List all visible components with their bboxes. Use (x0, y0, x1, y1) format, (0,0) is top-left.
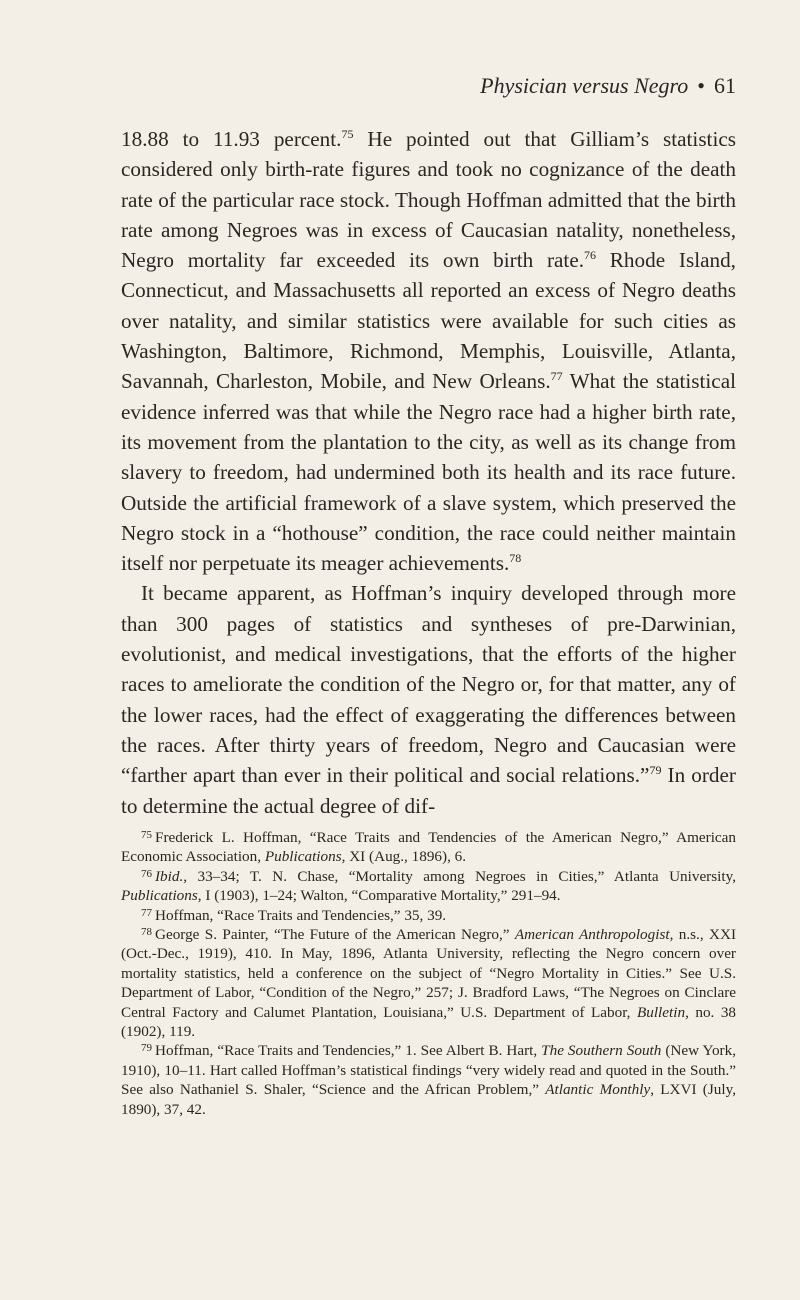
footnote-text: Hoffman, “Race Traits and Tendencies,” 1. See Albert B. Hart, (155, 1042, 542, 1060)
footnote-76 (121, 867, 736, 906)
footnote-text: , 33–34; T. N. Chase, “Mortality among Negroes in Cities,” Atlanta University, (183, 867, 736, 885)
footnote-italic: Bulletin (636, 1003, 686, 1021)
footnote-number: 77 (141, 906, 152, 919)
footnote-ref-77: 77 (550, 369, 563, 384)
footnote-italic: Atlantic Monthly (545, 1081, 651, 1099)
footnote-italic: Publications (264, 848, 342, 866)
text-run: He pointed out that Gilliam’s statistics considered only birth-rate figures and took no cognizance of the death rate of the particular race stock. Though Hoffman admitted that the birth rate among Negroes was in excess of Caucasian natality, nonetheless, Negro mortality far exceeded its own birth rate. (121, 127, 736, 273)
footnote-text: George S. Painter, “The Future of the American Negro,” (155, 926, 515, 944)
text-run: Rhode Island, Connecticut, and Massachusetts all reported an excess of Negro deaths over natality, and similar statistics were available for such cities as Washington, Baltimore, Richmond, Memphis, Louisville, Atlanta, Savannah, Charleston, Mobile, and New Orleans. (121, 248, 736, 394)
footnote-text: , no. 38 (1902), 119. (121, 1003, 737, 1041)
footnote-77 (121, 906, 736, 925)
footnote-italic: The Southern South (541, 1042, 662, 1060)
footnote-number: 75 (141, 829, 152, 841)
footnote-text: , n.s., XXI (Oct.-Dec., 1919), 410. In May, 1896, Atlanta University, reflecting the Negro concern over mortality statistics, held a conference on the subject of “Negro Mortality in Cities.” See U.S. Department of Labor, “Condition of the Negro,” 257; J. Bradford Laws, “The Negroes on Cinclare Central Factory and Calumet Plantation, Louisiana,” U.S. Department of Labor, (121, 926, 737, 1021)
text-run: In order to determine the actual degree of dif- (121, 763, 736, 818)
footnote-number: 76 (141, 867, 152, 880)
body-text (121, 124, 736, 821)
footnote-ref-79: 79 (649, 763, 662, 778)
footnote-ref-75: 75 (341, 127, 354, 141)
footnote-number: 79 (141, 1042, 152, 1055)
text-run: What the statistical evidence inferred was that while the Negro race had a higher birth rate, its movement from the plantation to the city, as well as its change from slavery to freedom, had undermined both its health and its race future. Outside the artificial framework of a slave system, which preserved the Negro stock in a “hothouse” condition, the race could neither maintain itself nor perpetuate its meager achievements. (121, 369, 737, 576)
text-run: 18.88 to 11.93 percent. (121, 127, 342, 151)
footnote-number: 78 (141, 926, 152, 939)
footnote-79 (121, 1041, 736, 1119)
footnote-text: Hoffman, “Race Traits and Tendencies,” 35, 39. (155, 906, 447, 924)
running-head (0, 72, 736, 100)
footnote-text: (New York, 1910), 10–11. Hart called Hoffman’s statistical findings “very widely read and quoted in the South.” See also Nathaniel S. Shaler, “Science and the African Problem,” (121, 1042, 736, 1099)
footnote-italic: American Anthropologist (514, 926, 670, 944)
footnote-italic: Publications (121, 887, 198, 905)
footnotes (121, 828, 736, 1119)
page-number: 61 (714, 73, 736, 98)
footnote-78 (121, 925, 736, 1041)
footnote-text: Frederick L. Hoffman, “Race Traits and Tendencies of the American Negro,” American Economic Association, (121, 829, 736, 866)
footnote-text: , LXVI (July, 1890), 37, 42. (121, 1081, 736, 1118)
footnote-italic: Ibid. (155, 867, 184, 885)
footnote-text: , I (1903), 1–24; Walton, “Comparative Mortality,” 291–94. (197, 887, 561, 905)
footnote-75 (121, 828, 736, 867)
paragraph-2 (121, 578, 736, 820)
paragraph-1 (121, 124, 736, 578)
running-head-separator: • (697, 73, 705, 98)
footnote-text: , XI (Aug., 1896), 6. (341, 848, 467, 866)
footnote-ref-76: 76 (584, 248, 597, 263)
footnote-ref-78: 78 (509, 551, 522, 566)
text-run: It became apparent, as Hoffman’s inquiry developed through more than 300 pages of statistics and syntheses of pre-Darwinian, evolutionist, and medical investigations, that the efforts of the higher races to ameliorate the condition of the Negro or, for that matter, any of the lower races, had the effect of exaggerating the differences between the races. After thirty years of freedom, Negro and Caucasian were “farther apart than ever in their political and social relations.” (121, 581, 736, 788)
running-head-title: Physician versus Negro (480, 73, 689, 98)
